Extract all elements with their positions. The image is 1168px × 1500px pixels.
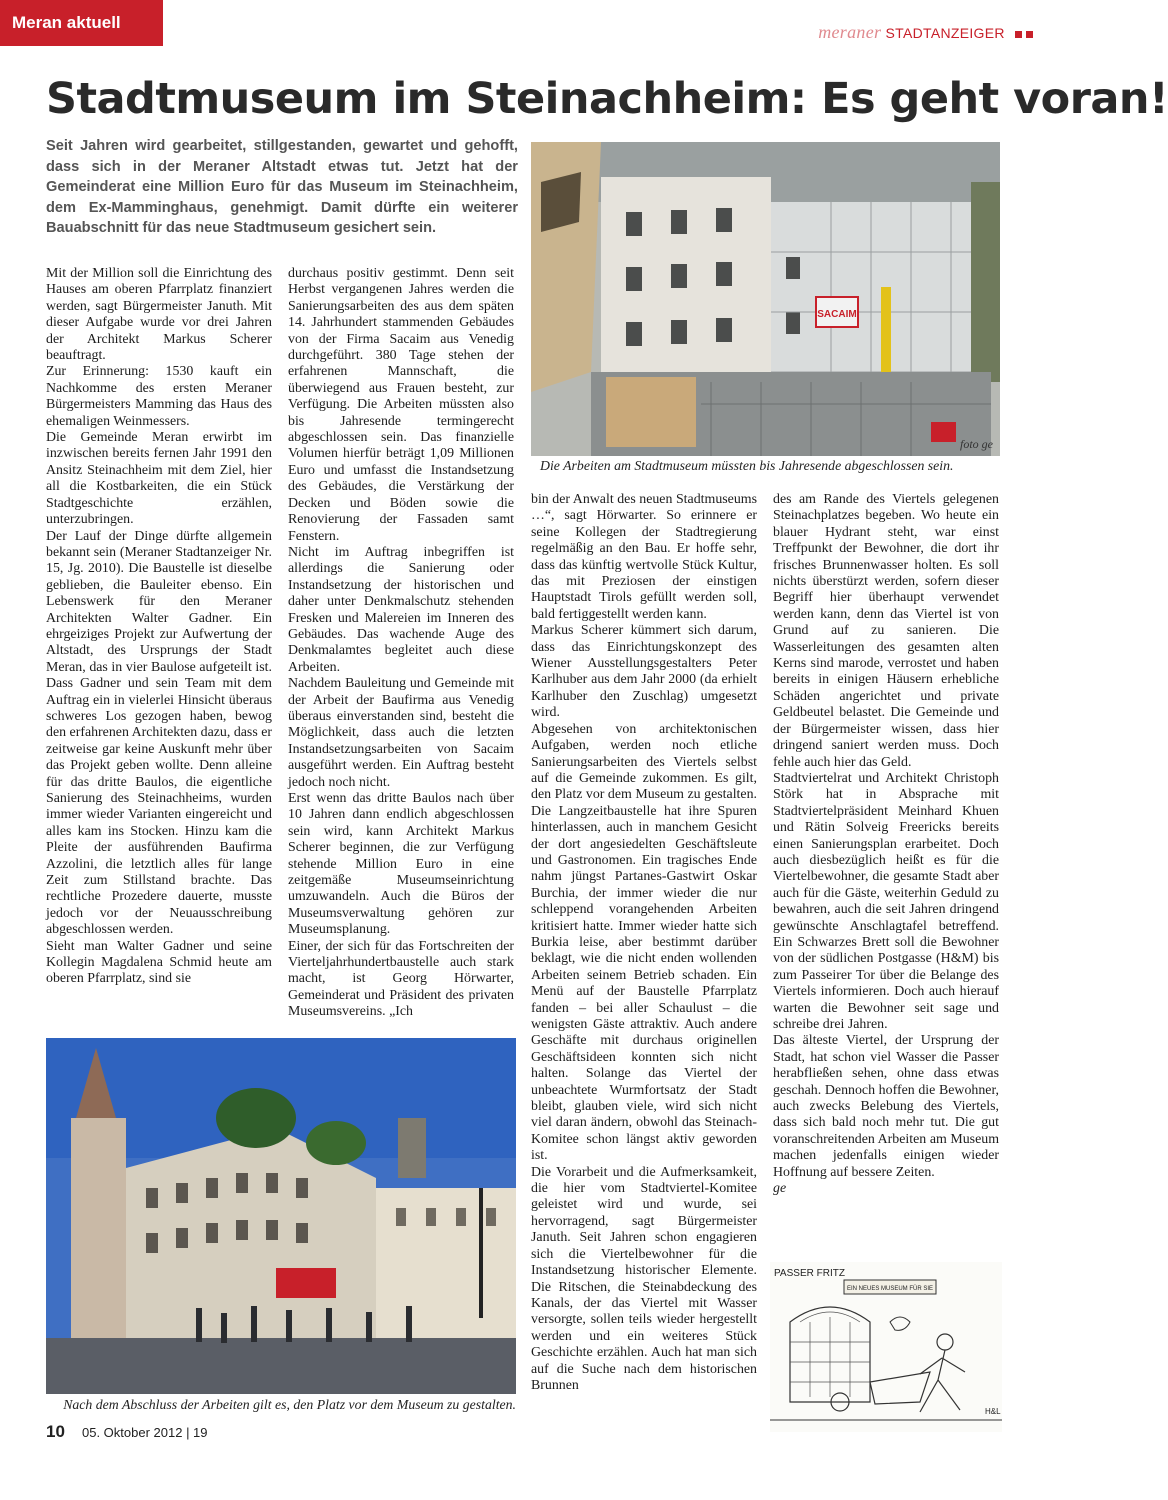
paragraph: Markus Scherer kümmert sich darum, dass das Einrichtungskonzept des Wiener Ausstellungsgestalters Peter Karlhuber aus dem Jahr 2000 (da erhielt Karlhuber den Zuschlag) umgesetzt wird. xyxy=(531,623,757,721)
paragraph: Sieht man Walter Gadner und seine Kollegin Magdalena Schmid heute am oberen Pfarrplatz, sind sie xyxy=(46,938,272,987)
cartoon-title: PASSER FRITZ xyxy=(774,1268,845,1279)
issue-date: 05. Oktober 2012 | 19 xyxy=(82,1425,208,1440)
paragraph: Die Gemeinde Meran erwirbt im inzwischen bereits fernen Jahr 1991 den Ansitz Steinachheim mit dem Ziel, hier all die Kostbarkeiten, die ein Stück Stadtgeschichte erzählen, unterzubringen. xyxy=(46,430,272,528)
paragraph: Mit der Million soll die Einrichtung des Hauses am oberen Pfarrplatz finanziert werden, sagt Bürgermeister Januth. Mit dieser Aufgabe wurde vor drei Jahren der Architekt Markus Scherer beauftragt. xyxy=(46,266,272,364)
paragraph: Die Vorarbeit und die Aufmerksamkeit, die hier vom Stadtviertel-Komitee geleistet wird und wurde, sei hervorragend, sagt Bürgermeister Januth. Seit Jahren schon engagieren sich die Viertelbewohner für die Instandsetzung historischer Elemente. Die Ritschen, die Steinabdeckung des Kanals, der das Viertel mit Wasser versorgte, sollen teils wieder hergestellt werden und ein weiteres Stück Geschichte erzählen. Auch hat man sich auf die Suche nach dem historischen Brunnen xyxy=(531,1164,757,1393)
square-icon xyxy=(1026,31,1033,38)
sacaim-banner: SACAIM xyxy=(817,309,857,320)
masthead-publication: STADTANZEIGER xyxy=(885,25,1005,41)
masthead xyxy=(818,22,1033,43)
article-column-3 xyxy=(531,492,757,1394)
passer-fritz-cartoon xyxy=(770,1262,1002,1432)
paragraph: des am Rande des Viertels gelegenen Steinachplatzes begeben. Wo heute ein blauer Hydrant steht, war einst Treffpunkt der Bewohner, die dort ihr frisches Brunnenwasser holten. Es soll nichts überstürzt werden, sofern dieser Begriff hier überhaupt verwendet werden kann, denn das Viertel ist von Grund auf zu sanieren. Die Wasserleitungen des gesamten alten Kerns sind marode, verrostet und haben bereits in einigen Häusern erhebliche Schäden angerichtet und private Geldbeutel belastet. Die Gemeinde und der Bürgermeister wissen, dass hier dringend saniert werden muss. Doch fehle auch hier das Geld. xyxy=(773,492,999,770)
cartoon-initials: H&L xyxy=(985,1407,1001,1416)
page-number: 10 xyxy=(46,1422,65,1441)
paragraph: Der Lauf der Dinge dürfte allgemein bekannt sein (Meraner Stadtanzeiger Nr. 15, Jg. 2010). Die Baustelle ist dieselbe geblieben, die Bauleiter ebenso. Ein Lebenswerk für den Meraner Architekten Walter Gadner. Ein ehrgeiziges Projekt zur Aufwertung der Altstadt, des Ursprungs der Stadt Meran, das in vier Baulose aufgeteilt ist. Dass Gadner und sein Team mit dem Auftrag ein in vielerlei Hinsicht überaus schweres Los gezogen haben, bewog den erfahrenen Architekten dazu, dass er zeitweise gar keine Auskunft mehr über das Projekt geben wollte. Denn alleine für das dritte Baulos, die eigentliche Sanierung des Steinachheims, wurden immer wieder Varianten eingereicht und alles kam ins Stocken. Hinzu kam die Pleite der ausführenden Baufirma Azzolini, die letztlich alles für lange Zeit zum Stillstand brachte. Das rechtliche Prozedere dauerte, musste jedoch vor der Neuausschreibung abgeschlossen werden. xyxy=(46,528,273,938)
photo-caption-2: Nach dem Abschluss der Arbeiten gilt es, den Platz vor dem Museum zu gestalten. xyxy=(63,1397,516,1412)
paragraph: Nicht im Auftrag inbegriffen ist allerdings die Sanierung oder Instandsetzung der historischen und daher unter Denkmalschutz stehenden Fresken und Malereien im Inneren des Gebäudes. Das wachende Auge des Denkmalamtes begleitet auch diese Arbeiten. xyxy=(288,544,514,675)
paragraph: Zur Erinnerung: 1530 kauft ein Nachkomme des ersten Meraner Bürgermeisters Mamming das Haus des ehemaligen Weinmessers. xyxy=(46,364,272,429)
masthead-brand: meraner xyxy=(818,22,882,42)
paragraph: durchaus positiv gestimmt. Denn seit Herbst vergangenen Jahres werden die Sanierungsarbeiten des aus dem späten 14. Jahrhundert stammenden Gebäudes von der Firma Sacaim aus Venedig durchgeführt. 380 Tage stehen der erfahrenen Mannschaft, die überwiegend aus Frauen besteht, zur Verfügung. Die Arbeiten müssten also bis Jahresende termingerecht abgeschlossen sein. Das finanzielle Volumen hierfür beträgt 1,09 Millionen Euro und umfasst die Instandsetzung des Gebäudes, die Verstärkung der Decken und Böden sowie die Renovierung der Fassaden samt Fenstern. xyxy=(288,266,514,544)
article-column-1 xyxy=(46,266,272,988)
construction-photo xyxy=(531,142,1000,456)
photo-caption-1: Die Arbeiten am Stadtmuseum müssten bis Jahresende abgeschlossen sein. xyxy=(540,458,954,473)
paragraph: Stadtviertelrat und Architekt Christoph Störk hat in Absprache mit Stadtviertelpräsident Meinhard Khuen und Rätin Solveig Freericks bereits einen Sanierungsplan erarbeitet. Doch auch diesbezüglich heißt es für die Viertelbewohner, die gesamte Stadt aber auch für die Gäste, weiterhin Geduld zu bewahren, auch die seit Jahren dringend gewünschte Anschlagtafel betreffend. Ein Schwarzes Brett soll die Bewohner von der südlichen Postgasse (H&M) bis zum Passeirer Tor über die Belange des Viertels informieren. Doch auch hierauf warten die Bewohner seit sage und schreibe drei Jahren. xyxy=(773,770,999,1032)
paragraph: Einer, der sich für das Fortschreiten der Vierteljahrhundertbaustelle auch stark macht, ist Georg Hörwarter, Gemeinderat und Präsident des privaten Museumsvereins. „Ich xyxy=(288,938,514,1020)
article-headline: Stadtmuseum im Steinachheim: Es geht voran! xyxy=(46,74,1168,124)
cartoon-sign: EIN NEUES MUSEUM FÜR SIE xyxy=(846,1286,934,1292)
paragraph: Nachdem Bauleitung und Gemeinde mit der Arbeit der Baufirma aus Venedig überaus einverstanden sind, besteht die Möglichkeit, dass auch die letzten Instandsetzungsarbeiten von Sacaim ausgeführt werden. Ein Auftrag besteht jedoch noch nicht. xyxy=(288,676,514,790)
article-lead: Seit Jahren wird gearbeitet, stillgestanden, gewartet und gehofft, dass sich in der Meraner Altstadt etwas tut. Jetzt hat der Gemeinderat eine Million Euro für das Museum im Steinachheim, dem Ex-Mamminghaus, genehmigt. Damit dürfte ein weiterer Bauabschnitt für das neue Stadtmuseum gesichert sein. xyxy=(46,138,518,237)
square-icon xyxy=(1015,31,1022,38)
paragraph: Abgesehen von architektonischen Aufgaben, werden noch etliche Sanierungsarbeiten des Viertels selbst auf die Gemeinde zukommen. Es gilt, den Platz vor dem Museum zu gestalten. Die Langzeitbaustelle hat ihre Spuren hinterlassen, auch in manchem Gesicht der dort angesiedelten Geschäftsleute und Gastronomen. Ein tragisches Ende nahm jüngst Partanes-Gastwirt Oskar Burchia, der immer wieder die nur schleppend vorangehenden Arbeiten kritisiert hatte. Immer wieder hatte sich Burkia leise, aber bestimmt darüber beklagt, wie die nicht enden wollenden Arbeiten seinem Betrieb schaden. Ein Menü auf der Baustelle Pfarrplatz fanden – bei aller Schaulust – die wenigsten Gäste attraktiv. Auch andere Geschäfte mit durchaus originellen Geschäftsideen konnten sich nicht halten. Solange das Viertel der unbeachtete Wurmfortsatz der Stadt bleibt, glauben viele, wird sich nicht viel daran ändern, obwohl das Steinach-Komitee schon längst aktiv geworden ist. xyxy=(531,721,757,1164)
author-signature: ge xyxy=(773,1181,787,1197)
section-tag: Meran aktuell xyxy=(0,0,163,46)
street-photo xyxy=(46,1038,516,1394)
paragraph: Das älteste Viertel, der Ursprung der Stadt, hat schon viel Wasser die Passer herabfließen sehen, ohne dass etwas geschah. Dennoch hoffen die Bewohner, auch zwecks Belebung des Viertels, dass sich bald noch mehr tut. Die gut voranschreitenden Arbeiten am Museum machen jedenfalls einigen wieder Hoffnung auf bessere Zeiten. xyxy=(773,1033,999,1180)
photo-credit: foto ge xyxy=(960,437,993,451)
paragraph: Erst wenn das dritte Baulos nach über 10 Jahren dann endlich abgeschlossen sein wird, kann Architekt Markus Scherer beginnen, die zur Verfügung stehende Million Euro in eine zeitgemäße Museumseinrichtung umzuwandeln. Auch die Büros der Museumsverwaltung gehören zur Museumsplanung. xyxy=(288,791,514,938)
article-column-4 xyxy=(773,492,999,1197)
paragraph: bin der Anwalt des neuen Stadtmuseums …“, sagt Hörwarter. So erinnere er seine Kollegen der Stadtregierung regelmäßig an den Bau. Er hoffe sehr, dass das künftig wertvolle Stück Kultur, das mit Preziosen der einstigen Hauptstadt Tirols gefüllt werden soll, bald fertiggestellt werden kann. xyxy=(531,492,757,622)
article-column-2 xyxy=(288,266,514,1021)
